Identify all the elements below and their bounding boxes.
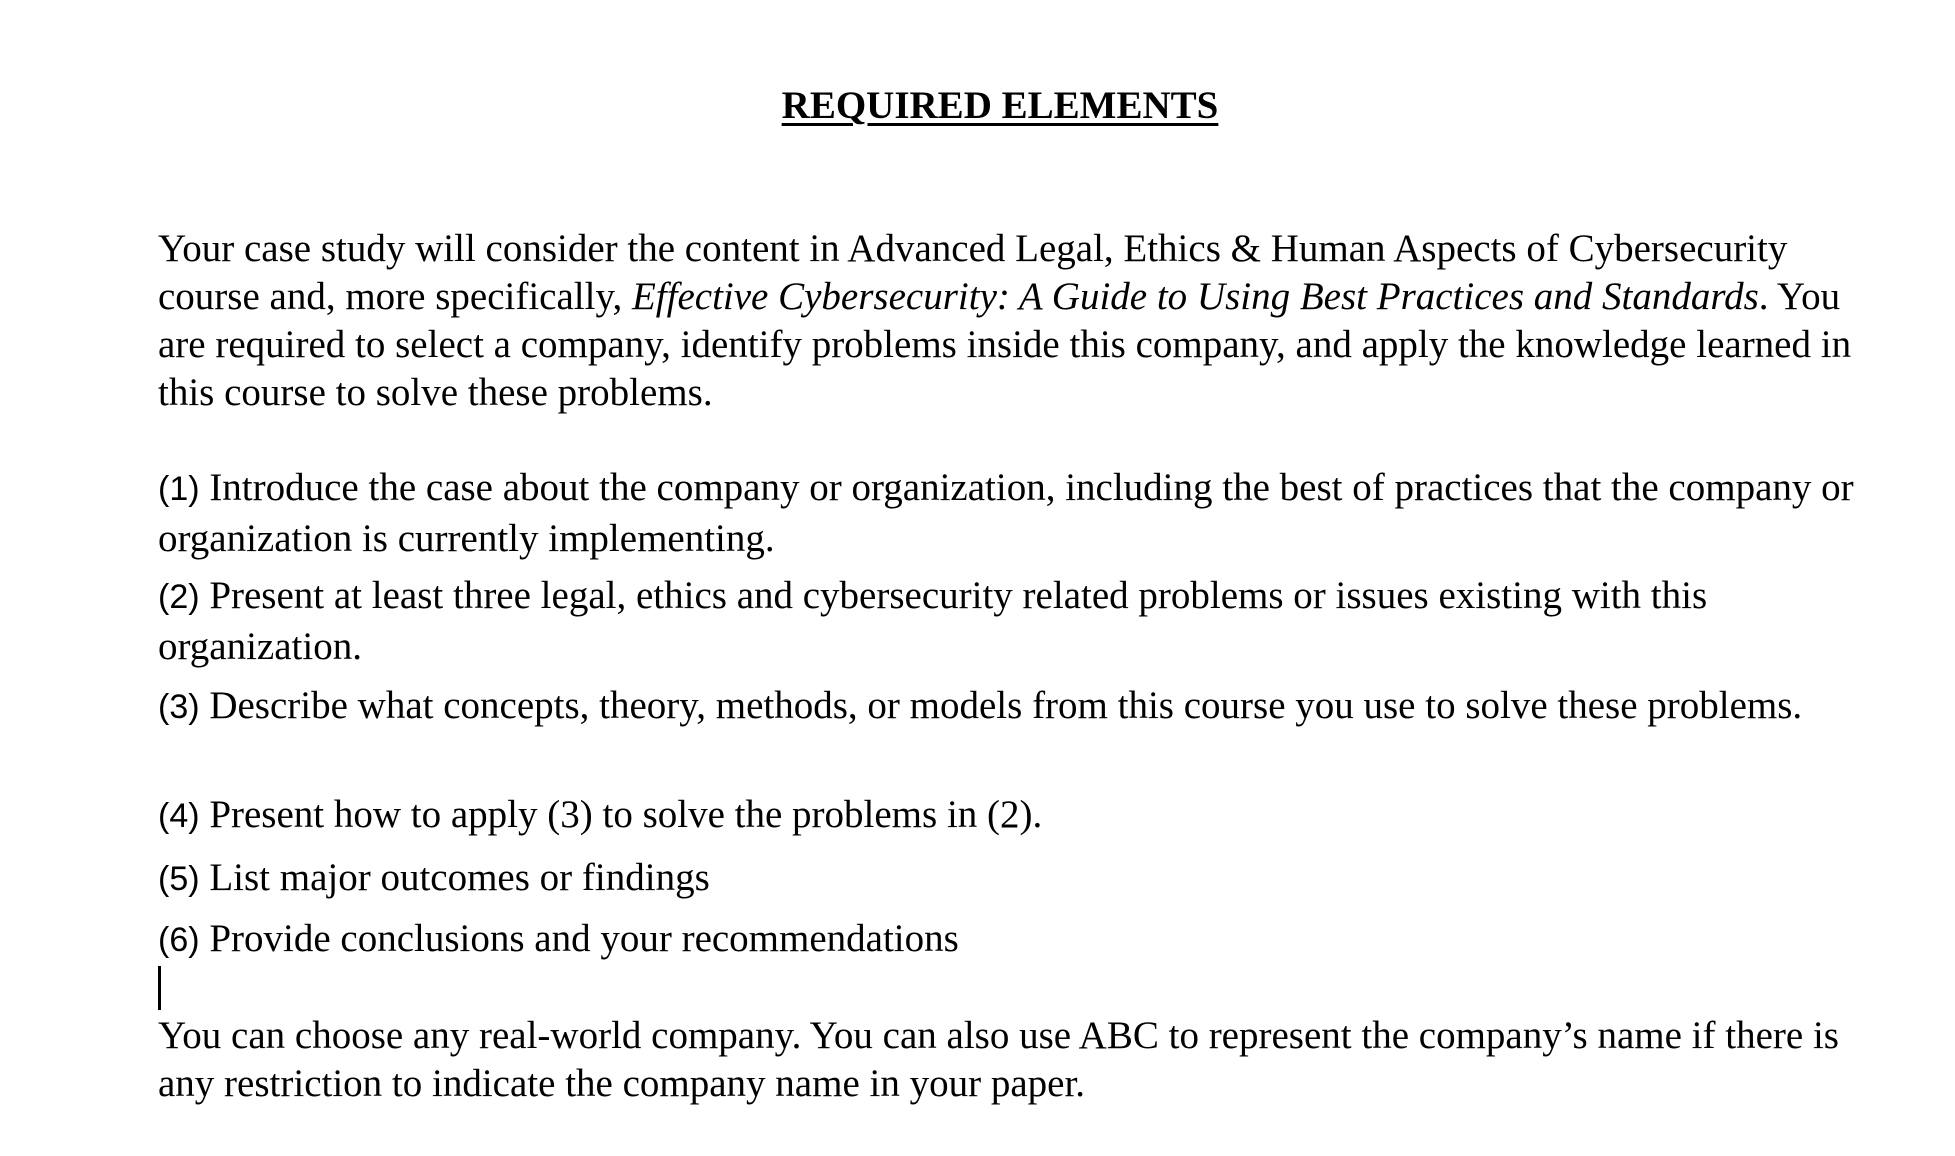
list-item-5	[158, 853, 1878, 904]
book-title: Effective Cybersecurity: A Guide to Using Best Practices and Standards	[631, 275, 1759, 318]
item-number: (1)	[158, 470, 200, 508]
intro-paragraph	[158, 225, 1868, 417]
item-text: Describe what concepts, theory, methods, or models from this course you use to solve these problems.	[199, 684, 1803, 727]
list-item-6	[158, 914, 1878, 965]
title-text: REQUIRED ELEMENTS	[781, 84, 1219, 127]
item-text: Present at least three legal, ethics and cybersecurity related problems or issues existing with this organization.	[158, 574, 1708, 668]
item-number: (6)	[158, 921, 200, 959]
list-item-1	[158, 463, 1878, 564]
item-number: (4)	[158, 797, 200, 835]
item-text: Provide conclusions and your recommendations	[199, 917, 959, 960]
item-text: Present how to apply (3) to solve the problems in (2).	[199, 793, 1043, 836]
text-cursor[interactable]	[158, 966, 161, 1010]
closing-paragraph: You can choose any real-world company. You can also use ABC to represent the company’s name if there is any restriction to indicate the company name in your paper.	[158, 1014, 1839, 1105]
intro-text-part2: . You are required to select a company, identify problems inside this company, and apply the knowledge learned in this course to solve these problems.	[158, 275, 1852, 414]
item-number: (2)	[158, 578, 200, 616]
item-text: List major outcomes or findings	[199, 856, 710, 899]
item-number: (3)	[158, 688, 200, 726]
intro-text-part1: Your case study will consider the content in Advanced Legal, Ethics & Human Aspects of Cybersecurity course and, more specifically,	[158, 227, 1788, 318]
item-text: Introduce the case about the company or organization, including the best of practices that the company or organization is currently implementing.	[158, 466, 1854, 560]
document-title	[0, 80, 1955, 132]
list-item-2	[158, 571, 1878, 672]
item-number: (5)	[158, 860, 200, 898]
list-item-4	[158, 790, 1878, 841]
list-item-3	[158, 681, 1878, 732]
